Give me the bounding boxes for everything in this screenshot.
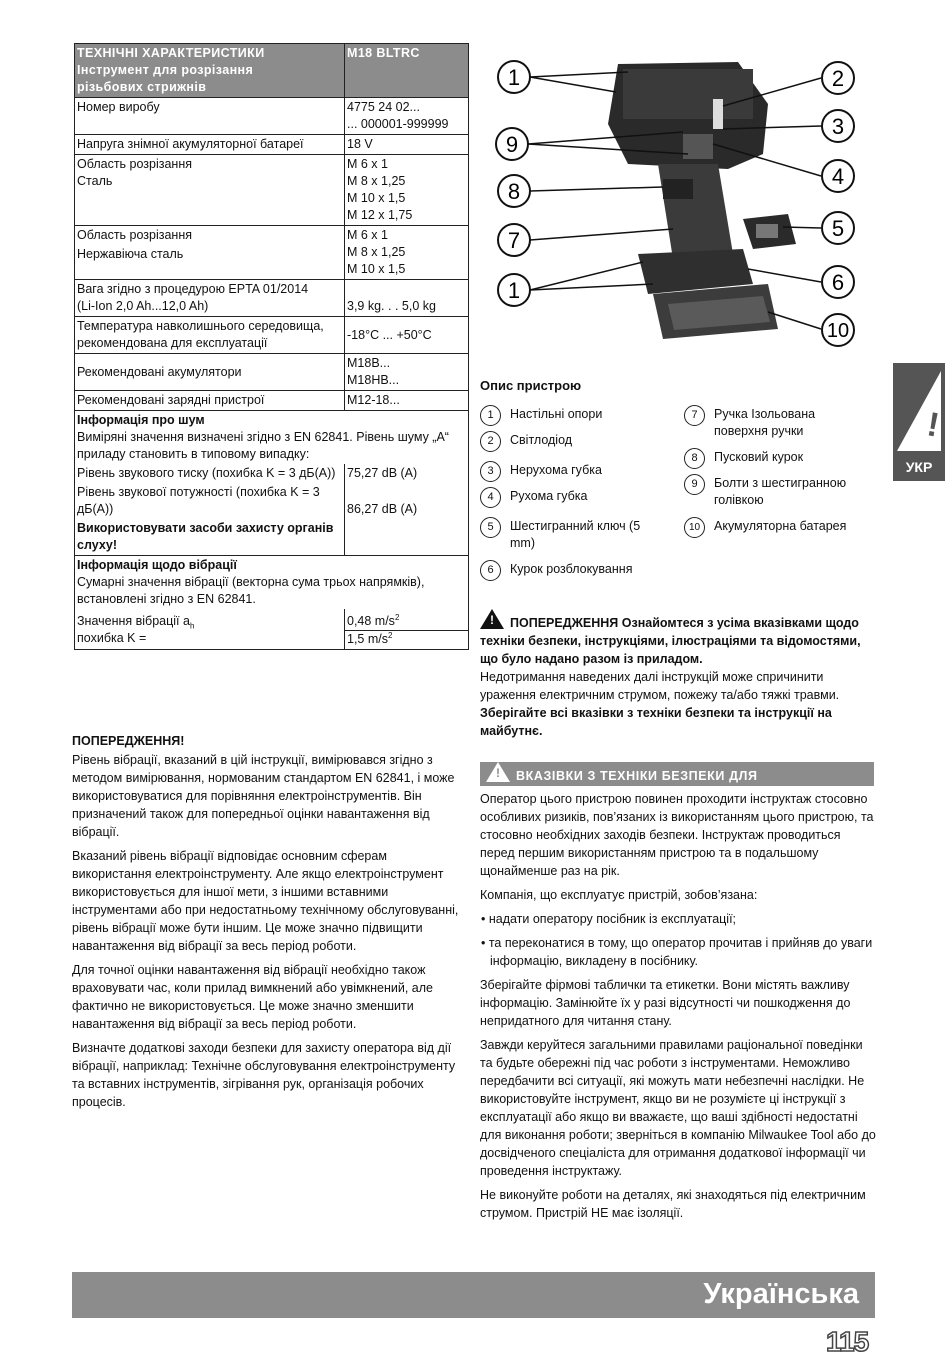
noise-title: Інформація про шум xyxy=(77,413,205,427)
svg-text:4: 4 xyxy=(831,164,845,189)
spec-row: Рекомендовані акумулятори M18B... M18HB... xyxy=(75,354,469,391)
callout xyxy=(498,224,530,256)
vibration-row: Значення вібрації $a_h$ похибка K = 0,48 $m/s^2$ 1,5 $m/s^2$ xyxy=(75,609,469,650)
list-item: 6 Курок розблокування xyxy=(480,561,660,578)
parts-list-right xyxy=(684,406,864,544)
svg-text:1: 1 xyxy=(507,65,521,90)
vibration-text: Сумарні значення вібрації (векторна сума трьох напрямків), встановлені згідно з EN 62841. xyxy=(77,575,425,606)
list-item: 3 Нерухома губка xyxy=(480,462,660,479)
warning-icon xyxy=(893,367,945,457)
list-item: 7 Ручка Ізольована поверхня ручки xyxy=(684,406,854,440)
callout xyxy=(822,266,854,298)
page-number: 115 xyxy=(826,1326,869,1357)
list-item: 10 Акумуляторна батарея xyxy=(684,518,864,535)
noise-row: Рівень звукового тиску (похибка K = 3 дБ(A)) 75,27 dB (A) xyxy=(75,464,469,483)
parts-list-left xyxy=(480,406,660,587)
spec-row: Область розрізання Нержавіюча сталь M 6 x 1 M 8 x 1,25 M 10 x 1,5 xyxy=(75,226,469,280)
paragraph: Рівень вібрації, вказаний в цій інструкції, вимірювався згідно з методом вимірювання, нормованим стандартом EN 62841, і може використовуватися для порівняння електроінструментів. Він призначений також для попередньої оцінки навантаження від вібрації. xyxy=(72,753,455,839)
spec-row: Температура навколишнього середовища, рекомендована для експлуатації -18°C ... +50°C xyxy=(75,317,469,354)
list-item: 8 Пусковий курок xyxy=(684,449,864,466)
svg-text:2: 2 xyxy=(831,66,845,91)
callout xyxy=(822,62,854,94)
svg-text:3: 3 xyxy=(831,114,845,139)
vibration-warning-text xyxy=(72,732,464,1117)
svg-text:7: 7 xyxy=(507,228,521,253)
warning-icon: ! xyxy=(480,609,504,629)
tool-diagram xyxy=(478,44,878,364)
svg-text:9: 9 xyxy=(505,132,519,157)
noise-warning-row: Використовувати засоби захисту органів слуху! xyxy=(75,519,469,556)
callout xyxy=(496,128,528,160)
language-side-tab: ! УКР xyxy=(893,363,945,481)
safety-heading-bar: ! ВКАЗІВКИ З ТЕХНІКИ БЕЗПЕКИ ДЛЯ xyxy=(480,762,874,786)
vibration-section xyxy=(75,556,469,610)
svg-text:8: 8 xyxy=(507,179,521,204)
spec-row: Номер виробу 4775 24 02... ... 000001-999999 xyxy=(75,98,469,135)
list-item: 5 Шестигранний ключ (5 mm) xyxy=(480,518,660,552)
svg-text:!: ! xyxy=(924,405,942,445)
svg-text:6: 6 xyxy=(831,270,845,295)
bullet-item: • надати оператору посібник із експлуатації; xyxy=(481,912,737,926)
svg-text:1: 1 xyxy=(507,278,521,303)
paragraph: Визначте додаткові заходи безпеки для захисту оператора від дії вібрації, наприклад: Технічне обслуговування електроінструменту та вставних інструментів, зігрівання рук, організація робочих процесів. xyxy=(72,1041,456,1109)
vibration-title: Інформація щодо вібрації xyxy=(77,558,237,572)
callout xyxy=(822,160,854,192)
callout xyxy=(498,61,530,93)
list-item: 2 Світлодіод xyxy=(480,432,660,449)
spec-header-left: ТЕХНІЧНІ ХАРАКТЕРИСТИКИ Інструмент для розрізання різьбових стрижнів xyxy=(75,44,345,98)
callout xyxy=(498,274,530,306)
noise-section xyxy=(75,411,469,465)
spec-row: Рекомендовані зарядні пристрої M12-18... xyxy=(75,391,469,411)
tool-illustration xyxy=(608,62,796,339)
spec-row: Область розрізання Сталь M 6 x 1 M 8 x 1,25 M 10 x 1,5 M 12 x 1,75 xyxy=(75,155,469,226)
paragraph: Вказаний рівень вібрації відповідає основним сферам використання електроінструменту. Але якщо електроінструмент використовується для іншої мети, з іншими вставними інструментами або при недостатньому технічному обслуговуванні, рівень вібрації може бути іншим. Це може значно підвищити навантаження від вібрації за весь період роботи. xyxy=(72,849,459,953)
spec-header-right: M18 BLTRC xyxy=(345,44,469,98)
paragraph: Для точної оцінки навантаження від вібрації необхідно також враховувати час, коли прилад вимкнений або увімкнений, але фактично не використовується. Це може значно зменшити навантаження від вібрації за весь період роботи. xyxy=(72,963,434,1031)
safety-text: Оператор цього пристрою повинен проходити інструктаж стосовно особливих ризиків, пов’язаних із використанням цього пристрою, та стосовно необхідних заходів безпеки. Інструктаж проводиться перед першим використанням пристрою та в подальшому щонайменше раз на рік. Компанія, що експлуатує пристрій, зобов’язана: • надати оператору посібник із експлуатації; • та переконатися в тому, що оператор прочитав і прийняв до уваги інформацію, викладену в посібнику. Зберігайте фірмові таблички та етикетки. Вони містять важливу інформацію. Замінюйте їх у разі відсутності чи пошкодження до непридатного для читання стану. Завжди керуйтеся загальними правилами раціональної поведінки та будьте обережні під час роботи з інструментами. Неможливо передбачити всі ситуації, які можуть мати небезпечні наслідки. Не використовуйте інструмент, якщо ви не розумієте ці інструкції з експлуатації або якщо ви вважаєте, що ваші здібності недостатні для виконання роботи; зверніться в компанію Milwaukee Tool або до досвідченого спеціаліста для отримання додаткової інформації чи проведення інструктажу. Не виконуйте роботи на деталях, які знаходяться під електричним струмом. Пристрій НЕ має ізоляції. xyxy=(480,790,878,1228)
footer-bar xyxy=(72,1272,875,1318)
callout xyxy=(822,314,854,346)
noise-text: Виміряні значення визначені згідно з EN 62841. Рівень шуму „A“ приладу становить в типовому випадку: xyxy=(77,430,449,461)
svg-text:5: 5 xyxy=(831,216,845,241)
list-item: 1 Настільні опори xyxy=(480,406,660,423)
bullet-item: • та переконатися в тому, що оператор прочитав і прийняв до уваги інформацію, викладену в посібнику. xyxy=(481,936,873,968)
parts-title: Опис пристрою xyxy=(480,378,582,393)
list-item: 4 Рухома губка xyxy=(480,488,660,505)
noise-row: Рівень звукової потужності (похибка K = 3 дБ(A)) 86,27 dB (A) xyxy=(75,483,469,519)
general-warning: ! ПОПЕРЕДЖЕННЯ Ознайомтеся з усіма вказівками щодо техніки безпеки, інструкціями, ілюстраціями та відомостями, що було надано разом із приладом. Недотримання наведених далі інструкцій може спричинити ураження електричним струмом, пожежу та/або тяжкі травми. Зберігайте всі вказівки з техніки безпеки та інструкції на майбутнє. xyxy=(480,609,880,740)
language-label: Українська xyxy=(703,1278,859,1310)
spec-row: Напруга знімної акумуляторної батареї 18 V xyxy=(75,135,469,155)
callout xyxy=(822,110,854,142)
warning-heading: ПОПЕРЕДЖЕННЯ! xyxy=(72,734,185,748)
svg-text:10: 10 xyxy=(826,320,850,342)
spec-table xyxy=(74,43,469,650)
callout xyxy=(498,175,530,207)
spec-row: Вага згідно з процедурою EPTA 01/2014 (Li-Ion 2,0 Ah...12,0 Ah) 3,9 kg. . . 5,0 kg xyxy=(75,280,469,317)
spec-header-row xyxy=(75,44,469,98)
callout xyxy=(822,212,854,244)
warning-icon: ! xyxy=(486,762,510,782)
list-item: 9 Болти з шестигранною голівкою xyxy=(684,475,864,509)
